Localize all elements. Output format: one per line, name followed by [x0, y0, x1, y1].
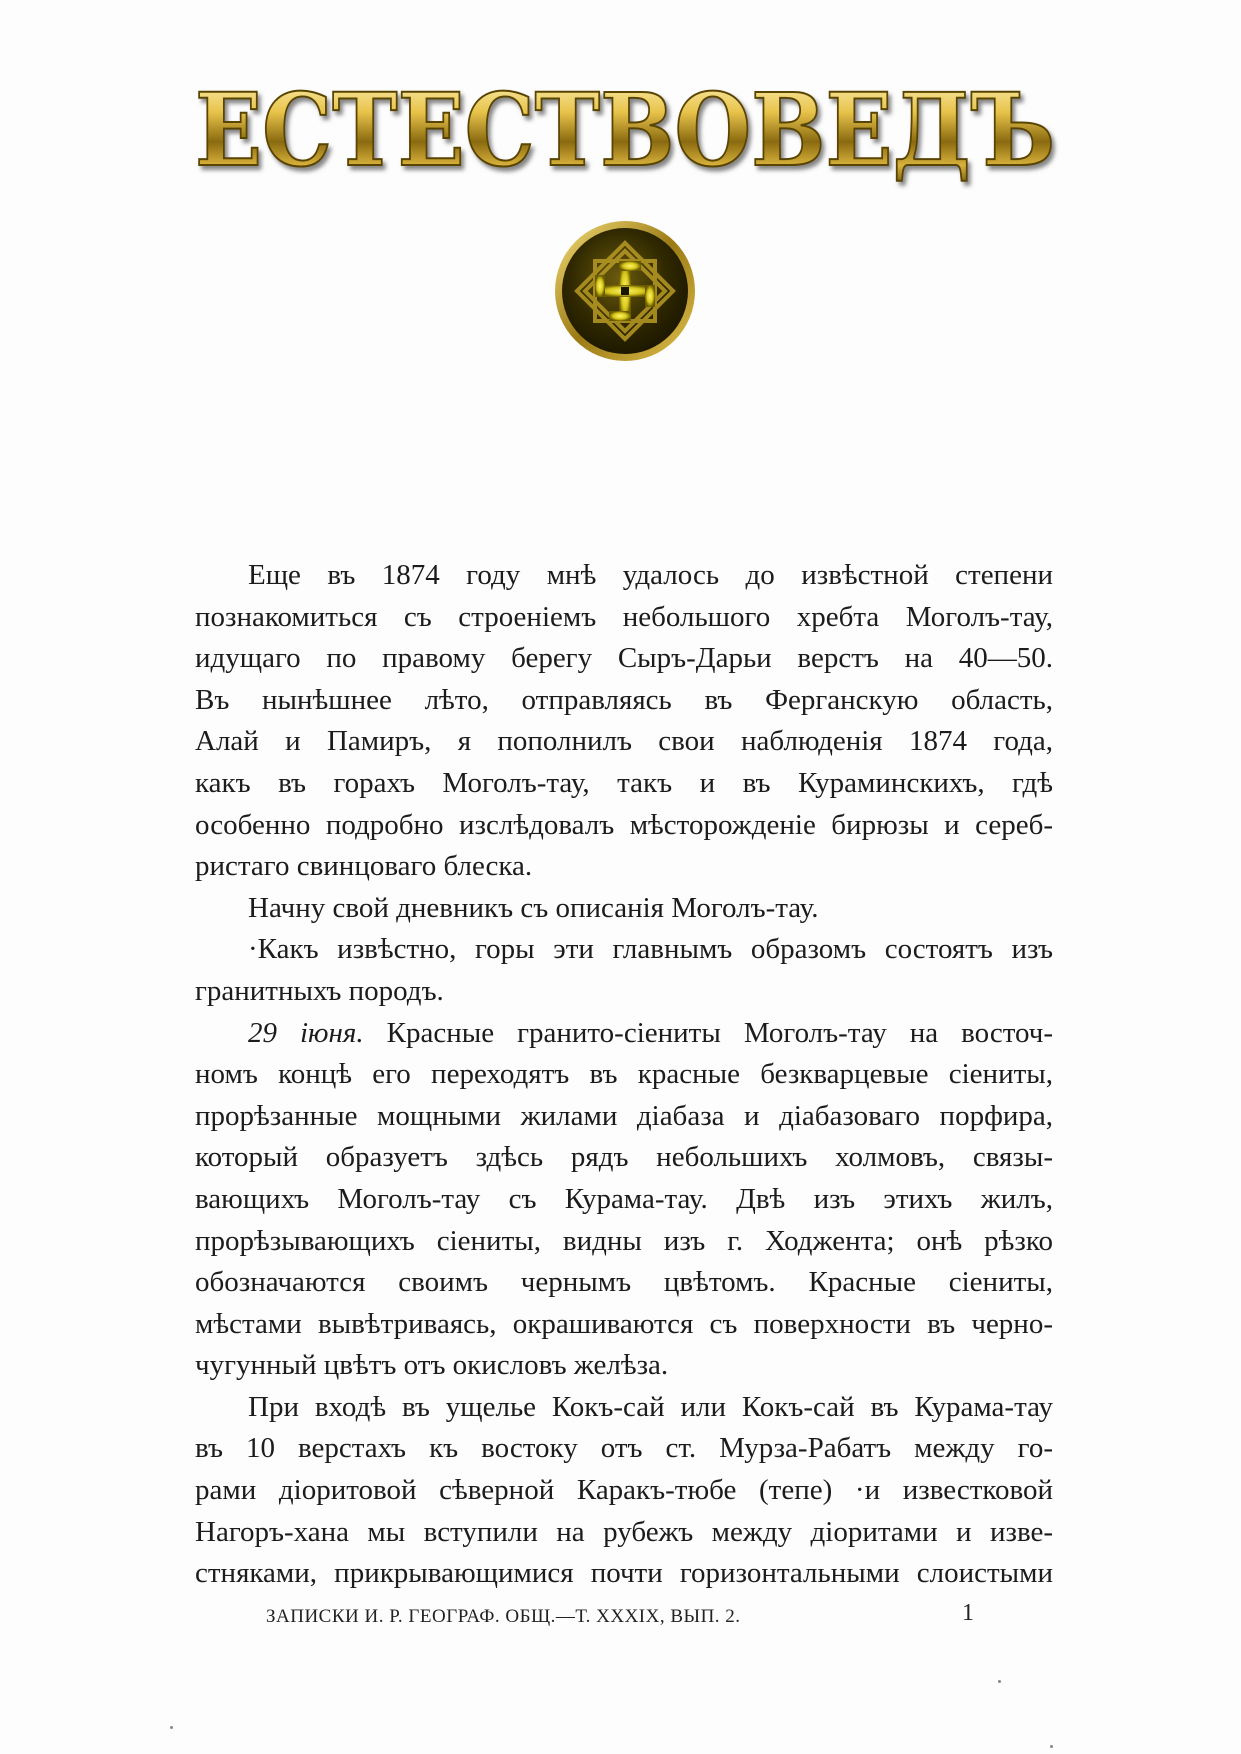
scan-speck — [998, 1680, 1001, 1683]
logo-graphic — [185, 71, 1065, 189]
text-line: ристаго свинцоваго блеска. — [195, 850, 533, 883]
text-line: въ 10 верстахъ къ востоку отъ ст. Мурза-Рабатъ между го- — [195, 1432, 1053, 1465]
date-label: 29 іюня. — [248, 1016, 364, 1049]
scan-speck — [1050, 1745, 1053, 1748]
valkyrie-emblem-icon — [553, 219, 697, 363]
text-line: чугунный цвѣтъ отъ окисловъ желѣза. — [195, 1349, 669, 1382]
text-line: Начну свой дневникъ съ описанія Моголъ-тау. — [248, 891, 819, 924]
text-line: гранитныхъ породъ. — [195, 974, 444, 1007]
text-line: обозначаются своимъ чернымъ цвѣтомъ. Красные сіениты, — [195, 1266, 1053, 1299]
text-line-with-date — [195, 1013, 1053, 1055]
text-line: прорѣзанные мощными жилами діабаза и діабазоваго порфира, — [195, 1099, 1053, 1132]
text-line: При входѣ въ ущелье Кокъ-сай или Кокъ-сай въ Курама-тау — [248, 1390, 1053, 1423]
text-line: какъ въ горахъ Моголъ-тау, такъ и въ Кураминскихъ, гдѣ — [195, 766, 1053, 799]
text-line: стняками, прикрывающимися почти горизонтальными слоистыми — [195, 1557, 1053, 1590]
text-line: ·Какъ извѣстно, горы эти главнымъ образомъ состоятъ изъ — [248, 933, 1053, 966]
text-line: Нагоръ-хана мы вступили на рубежъ между діоритами и изве- — [195, 1515, 1053, 1548]
scan-speck — [170, 1726, 173, 1729]
text-line: Въ нынѣшнее лѣто, отправляясь въ Ферганскую область, — [195, 683, 1053, 716]
text-line: мѣстами вывѣтриваясь, окрашиваются съ поверхности въ черно- — [195, 1307, 1053, 1340]
text-line: который образуетъ здѣсь рядъ небольшихъ холмовъ, связы- — [195, 1141, 1053, 1174]
body-text — [195, 555, 1053, 1595]
text-line: рами діоритовой сѣверной Каракъ-тюбе (тепе) ·и известковой — [195, 1474, 1053, 1507]
text-line: вающихъ Моголъ-тау съ Курама-тау. Двѣ изъ этихъ жилъ, — [195, 1182, 1053, 1215]
text-line: Еще въ 1874 году мнѣ удалось до извѣстной степени — [248, 559, 1053, 591]
text-line: Красные гранито-сіениты Моголъ-тау на восточ- — [386, 1016, 1053, 1049]
text-line: идущаго по правому берегу Сыръ-Дарьи верстъ на 40—50. — [195, 642, 1053, 675]
logo-text: ЕСТЕСТВОВЕДЪ — [195, 71, 1055, 189]
text-line: номъ концѣ его переходятъ въ красные безкварцевые сіениты, — [195, 1058, 1053, 1091]
text-line: прорѣзывающихъ сіениты, видны изъ г. Ходжента; онѣ рѣзко — [195, 1224, 1053, 1257]
text-line: Алай и Памиръ, я пополнилъ свои наблюденія 1874 года, — [195, 725, 1053, 758]
text-line: познакомиться съ строеніемъ небольшого хребта Моголъ-тау, — [195, 600, 1053, 633]
text-line: особенно подробно изслѣдовалъ мѣсторожденіе бирюзы и сереб- — [195, 808, 1053, 841]
journal-footer: ЗАПИСКИ И. Р. ГЕОГРАФ. ОБЩ.—Т. XXXIX, ВЫП. 2. — [266, 1606, 741, 1627]
logo — [185, 71, 1065, 189]
page-number: 1 — [962, 1600, 974, 1626]
